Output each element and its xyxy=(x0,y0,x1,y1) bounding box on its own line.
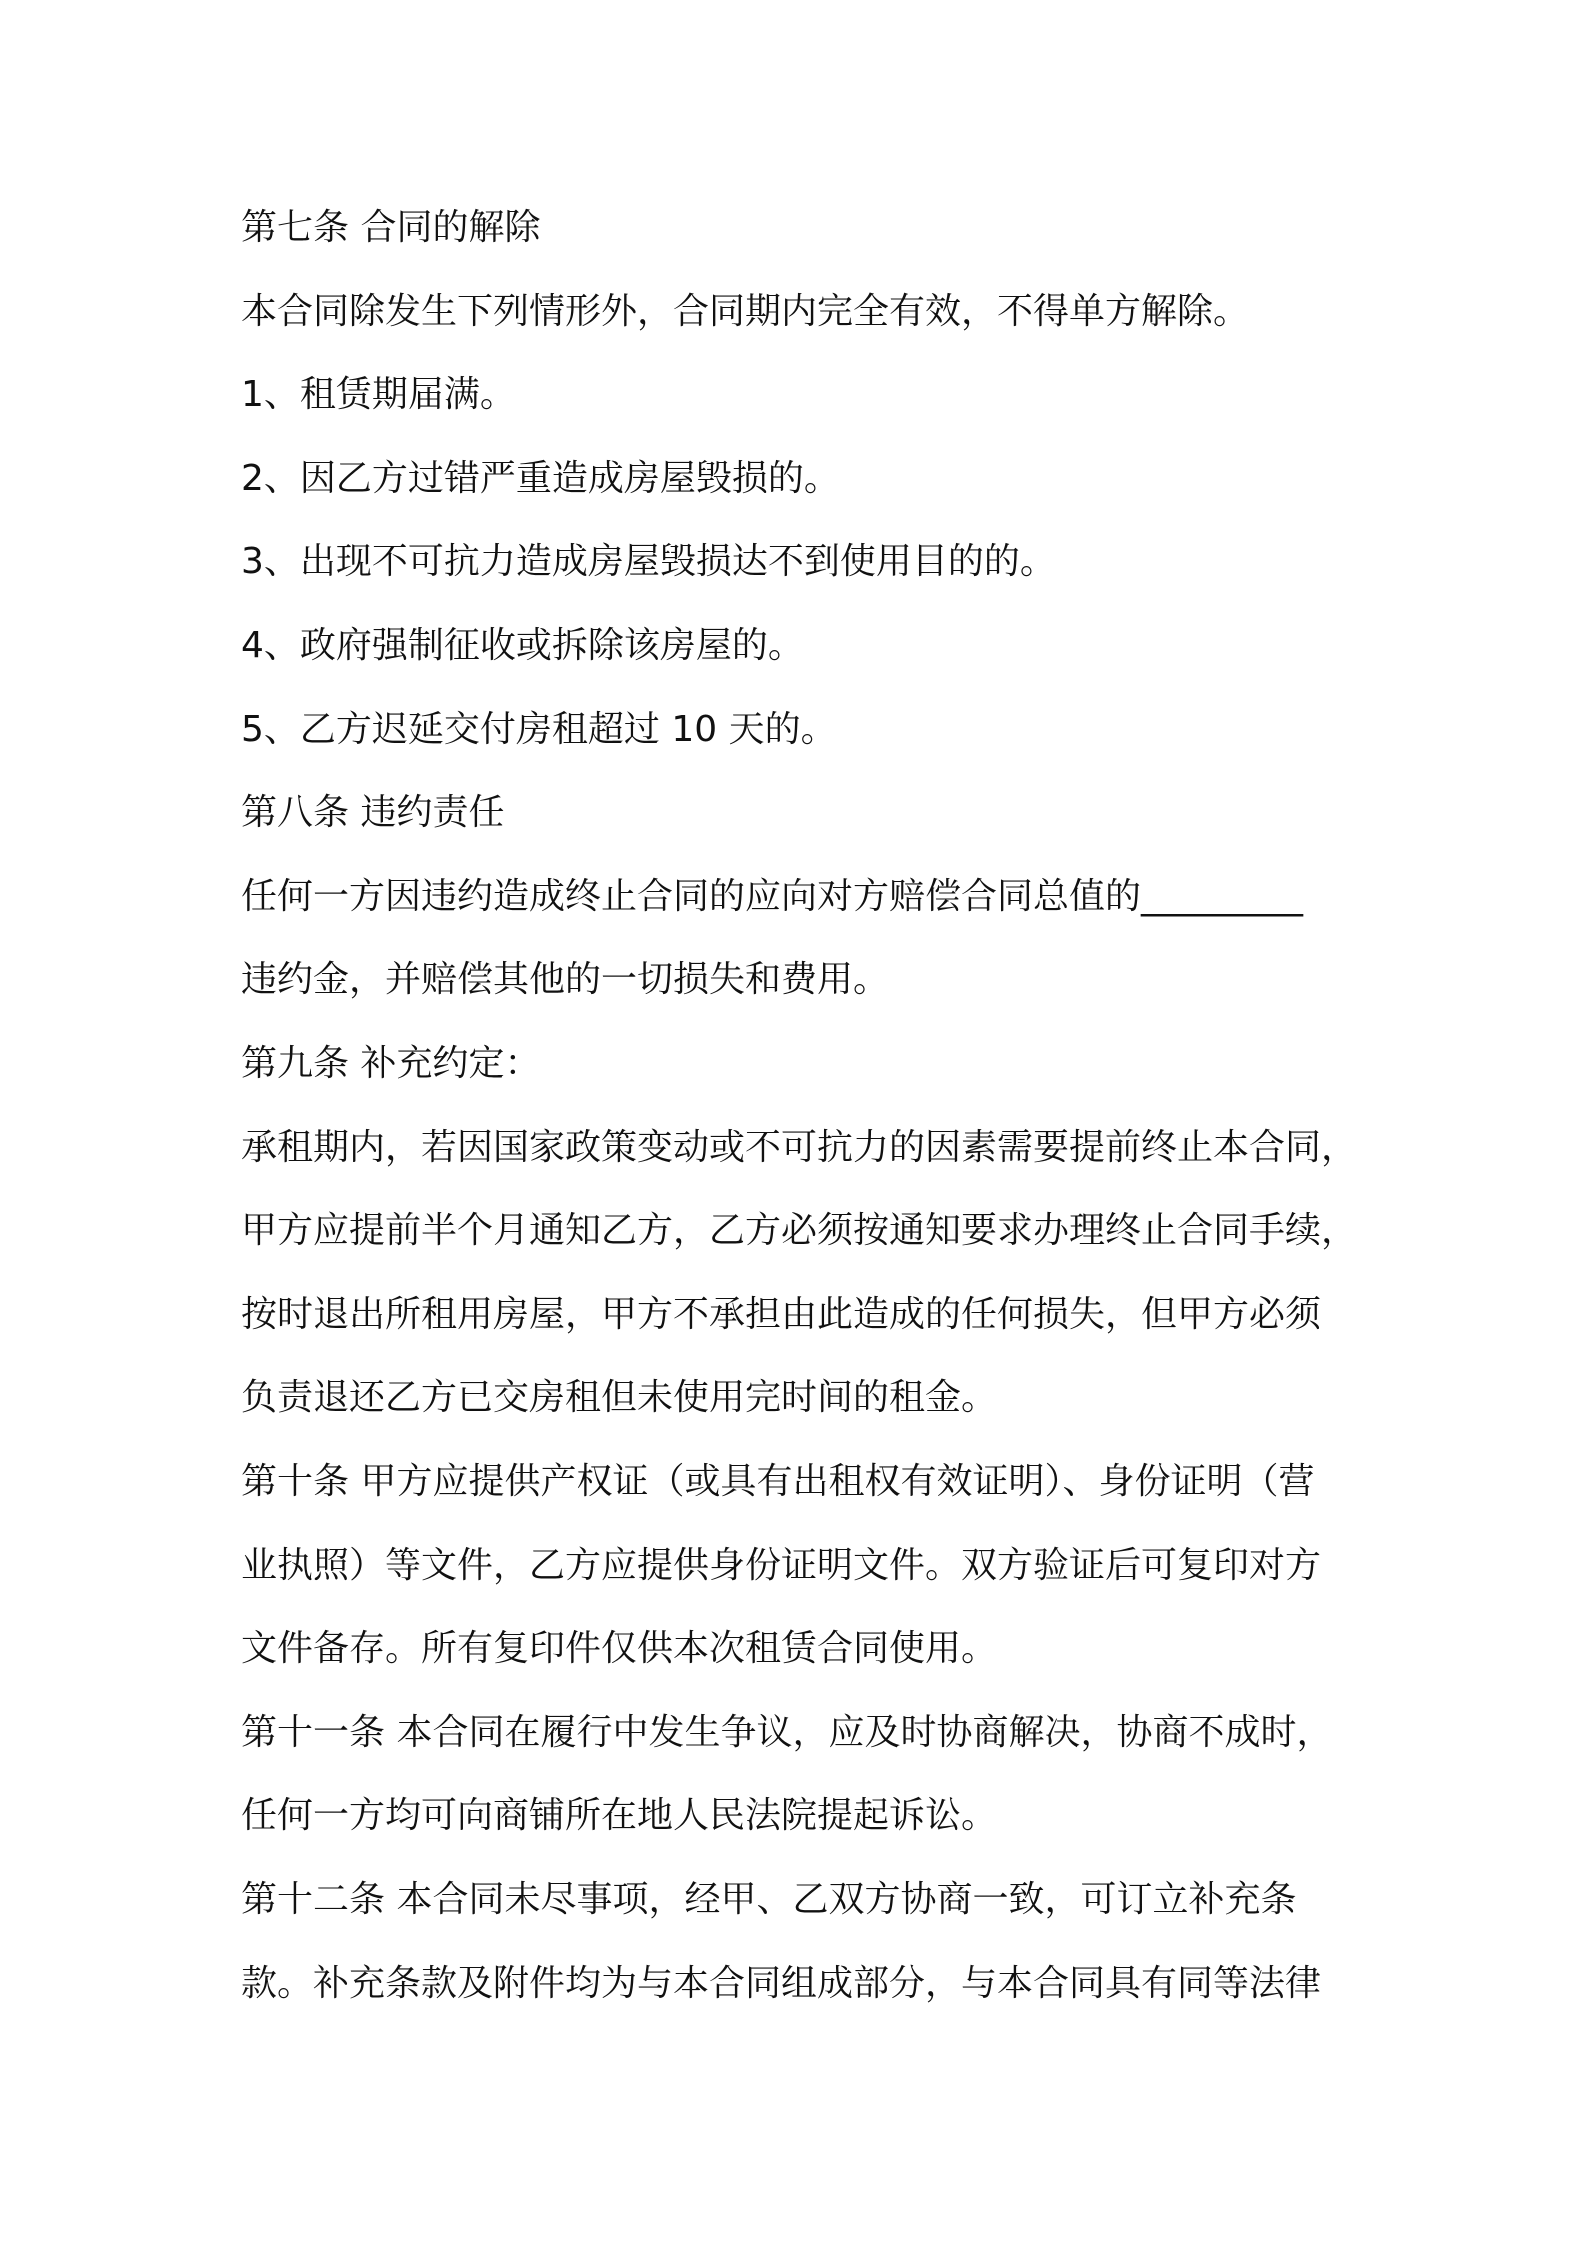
article-7-item-5: 5、乙方迟延交付房租超过 10 天的。 xyxy=(241,709,837,750)
article-11-text-line-2: 任何一方均可向商铺所在地人民法院提起诉讼。 xyxy=(241,1795,998,1836)
article-7-intro: 本合同除发生下列情形外，合同期内完全有效，不得单方解除。 xyxy=(241,291,1250,332)
article-12-text-line-2: 款。补充条款及附件均为与本合同组成部分，与本合同具有同等法律 xyxy=(241,1963,1322,2004)
article-12-text-line-1: 第十二条 本合同未尽事项，经甲、乙双方协商一致，可订立补充条 xyxy=(241,1879,1297,1920)
article-9-heading: 第九条 补充约定： xyxy=(241,1043,541,1084)
article-10-text-line-1: 第十条 甲方应提供产权证（或具有出租权有效证明）、身份证明（营 xyxy=(241,1461,1315,1502)
article-7-item-2: 2、因乙方过错严重造成房屋毁损的。 xyxy=(241,458,840,499)
article-7-item-1: 1、租赁期届满。 xyxy=(241,374,516,415)
article-7-item-3: 3、出现不可抗力造成房屋毁损达不到使用目的的。 xyxy=(241,541,1056,582)
article-10-text-line-2: 业执照）等文件，乙方应提供身份证明文件。双方验证后可复印对方 xyxy=(241,1545,1322,1586)
article-8-heading: 第八条 违约责任 xyxy=(241,792,505,833)
article-9-text-line-4: 负责退还乙方已交房租但未使用完时间的租金。 xyxy=(241,1377,998,1418)
article-9-text-line-1: 承租期内，若因国家政策变动或不可抗力的因素需要提前终止本合同， xyxy=(241,1127,1358,1168)
article-11-text-line-1: 第十一条 本合同在履行中发生争议，应及时协商解决，协商不成时， xyxy=(241,1712,1333,1753)
article-9-text-line-2: 甲方应提前半个月通知乙方，乙方必须按通知要求办理终止合同手续， xyxy=(241,1210,1358,1251)
article-7-heading: 第七条 合同的解除 xyxy=(241,207,541,248)
article-8-text-line-2: 违约金，并赔偿其他的一切损失和费用。 xyxy=(241,959,890,1000)
article-9-text-line-3: 按时退出所租用房屋，甲方不承担由此造成的任何损失，但甲方必须 xyxy=(241,1294,1322,1335)
article-10-text-line-3: 文件备存。所有复印件仅供本次租赁合同使用。 xyxy=(241,1628,998,1669)
article-7-item-4: 4、政府强制征收或拆除该房屋的。 xyxy=(241,625,804,666)
article-8-text-line-1: 任何一方因违约造成终止合同的应向对方赔偿合同总值的_________ xyxy=(241,876,1304,917)
